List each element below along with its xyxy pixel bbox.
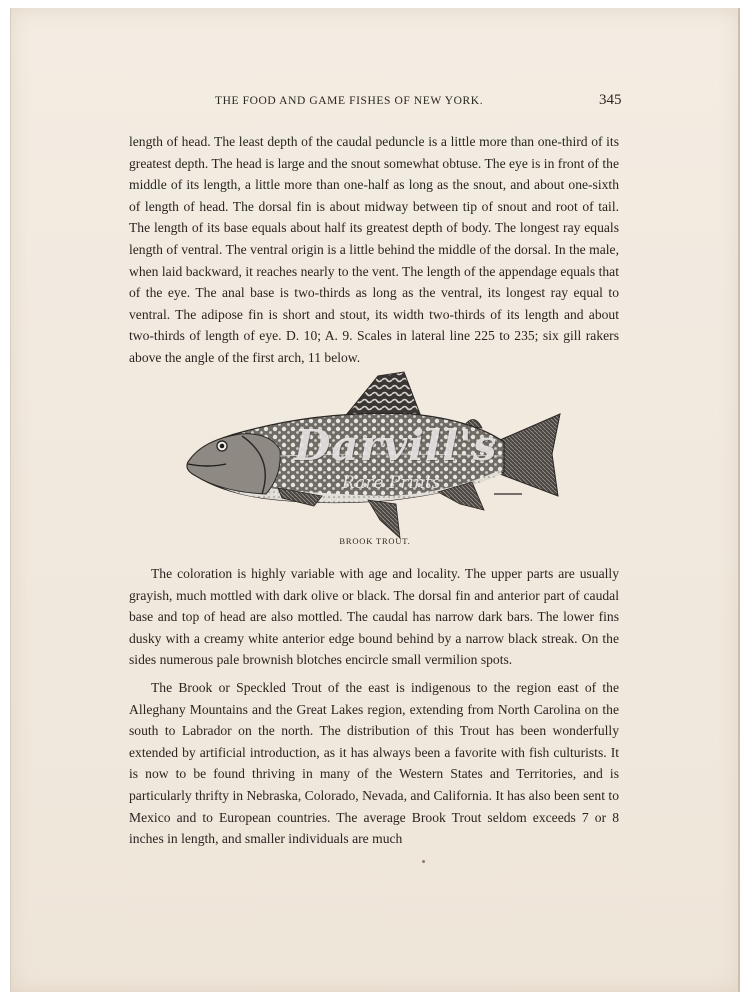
book-page <box>10 8 740 992</box>
paper-speck <box>422 860 425 863</box>
running-header: THE FOOD AND GAME FISHES OF NEW YORK. <box>215 95 484 107</box>
fish-engraving-icon <box>182 370 572 540</box>
brook-trout-illustration <box>182 370 572 540</box>
watermark-name: Darvill's <box>294 421 498 470</box>
paragraph-description: length of head. The least depth of the caudal peduncle is a little more than one-third of its greatest depth. The head is large and the snout somewhat obtuse. The eye is in front of the middle of its length, a little more than one-half as long as the snout, and about one-sixth of length of head. The dorsal fin is about midway between tip of snout and root of tail. The length of its base equals about half its greatest depth of body. The longest ray equals length of ventral. The ventral origin is a little behind the middle of the dorsal. In the male, when laid backward, it reaches nearly to the vent. The length of the appendage equals that of the eye. The anal base is two-thirds as long as the ventral, its longest ray equal to ventral. The adipose fin is short and stout, its width two-thirds of its length and about two-thirds of length of eye. D. 10; A. 9. Scales in lateral line 225 to 235; six gill rakers above the angle of the first arch, 11 below. <box>129 134 619 365</box>
page-number: 345 <box>599 92 622 108</box>
paragraph-coloration: The coloration is highly variable with age and locality. The upper parts are usually grayish, much mottled with dark olive or black. The dorsal fin and anterior part of caudal base and top of head are also mottled. The caudal has narrow dark bars. The lower fins dusky with a creamy white anterior edge bound behind by a narrow black streak. On the sides numerous pale brownish blotches encircle small vermilion spots. <box>129 566 619 668</box>
watermark-tagline: Rare Prints <box>342 473 441 493</box>
paragraph-distribution: The Brook or Speckled Trout of the east is indigenous to the region east of the Alleghany Mountains and the Great Lakes region, extending from North Carolina on the south to Labrador on the north. The distribution of this Trout has been wonderfully extended by artificial introduction, as it has always been a favorite with fish culturists. It is now to be found thriving in many of the Western States and Territories, and is particularly thrifty in Nebraska, Colorado, Nevada, and California. It has also been sent to Mexico and to European countries. The average Brook Trout seldom exceeds 7 or 8 inches in length, and smaller individuals are much <box>129 680 619 847</box>
figure-caption: BROOK TROUT. <box>339 536 411 546</box>
